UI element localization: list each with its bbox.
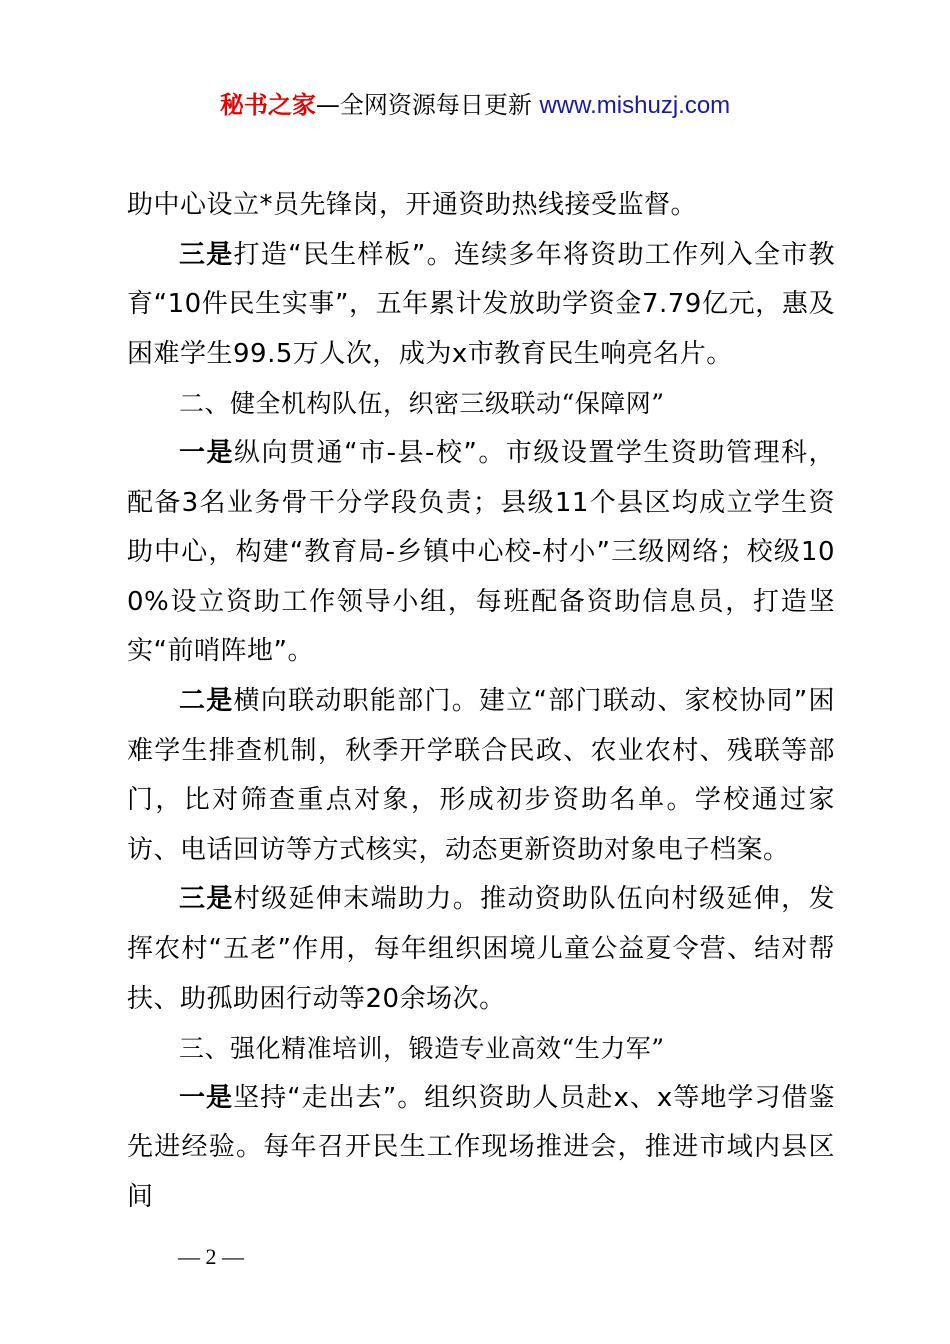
paragraph-item <box>127 677 835 875</box>
paragraph-text: 村级延伸末端助力。推动资助队伍向村级延伸，发挥农村“五老”作用，每年组织困境儿童公益夏令营、结对帮扶、助孤助困行动等20余场次。 <box>127 884 835 1014</box>
page-number: — 2 — <box>178 1244 244 1269</box>
paragraph-lead: 一是 <box>179 437 235 468</box>
paragraph-item <box>127 875 835 1024</box>
header-slogan: 全网资源每日更新 <box>339 91 532 119</box>
paragraph-text: 纵向贯通“市-县-校”。市级设置学生资助管理科，配备3名业务骨干分学段负责；县级11个县区均成立学生资助中心，构建“教育局-乡镇中心校-村小”三级网络；校级100%设立资助工作领导小组，每班配备资助信息员，打造坚实“前哨阵地”。 <box>127 437 835 667</box>
brand-name: 秘书之家 <box>219 91 316 119</box>
paragraph-continuation <box>127 181 835 231</box>
paragraph-text: 横向联动职能部门。建立“部门联动、家校协同”困难学生排查机制，秋季开学联合民政、农业农村、残联等部门，比对筛查重点对象，形成初步资助名单。学校通过家访、电话回访等方式核实，动态更新资助对象电子档案。 <box>127 685 835 865</box>
section-heading-text: 三、强化精准培训，锻造专业高效“生力军” <box>179 1034 665 1064</box>
paragraph-lead: 三是 <box>179 884 234 915</box>
paragraph-text: 打造“民生样板”。连续多年将资助工作列入全市教育“10件民生实事”，五年累计发放助学资金7.79亿元，惠及困难学生99.5万人次，成为x市教育民生响亮名片。 <box>127 239 835 369</box>
paragraph-lead: 三是 <box>179 239 234 270</box>
document-body <box>127 181 835 1222</box>
site-link[interactable]: www.mishuzj.com <box>539 92 731 119</box>
section-heading-text: 二、健全机构队伍，织密三级联动“保障网” <box>179 389 665 419</box>
section-heading <box>127 379 835 429</box>
paragraph-lead: 一是 <box>179 1082 234 1113</box>
paragraph-lead: 二是 <box>179 685 234 716</box>
paragraph-item <box>127 1074 835 1223</box>
paragraph-text: 坚持“走出去”。组织资助人员赴x、x等地学习借鉴先进经验。每年召开民生工作现场推进会，推进市域内县区间 <box>127 1082 835 1212</box>
section-heading <box>127 1024 835 1074</box>
site-header <box>0 88 950 123</box>
paragraph-item <box>127 231 835 380</box>
paragraph-text: 助中心设立*员先锋岗，开通资助热线接受监督。 <box>127 190 698 220</box>
paragraph-item <box>127 429 835 677</box>
header-dash: — <box>315 91 340 119</box>
